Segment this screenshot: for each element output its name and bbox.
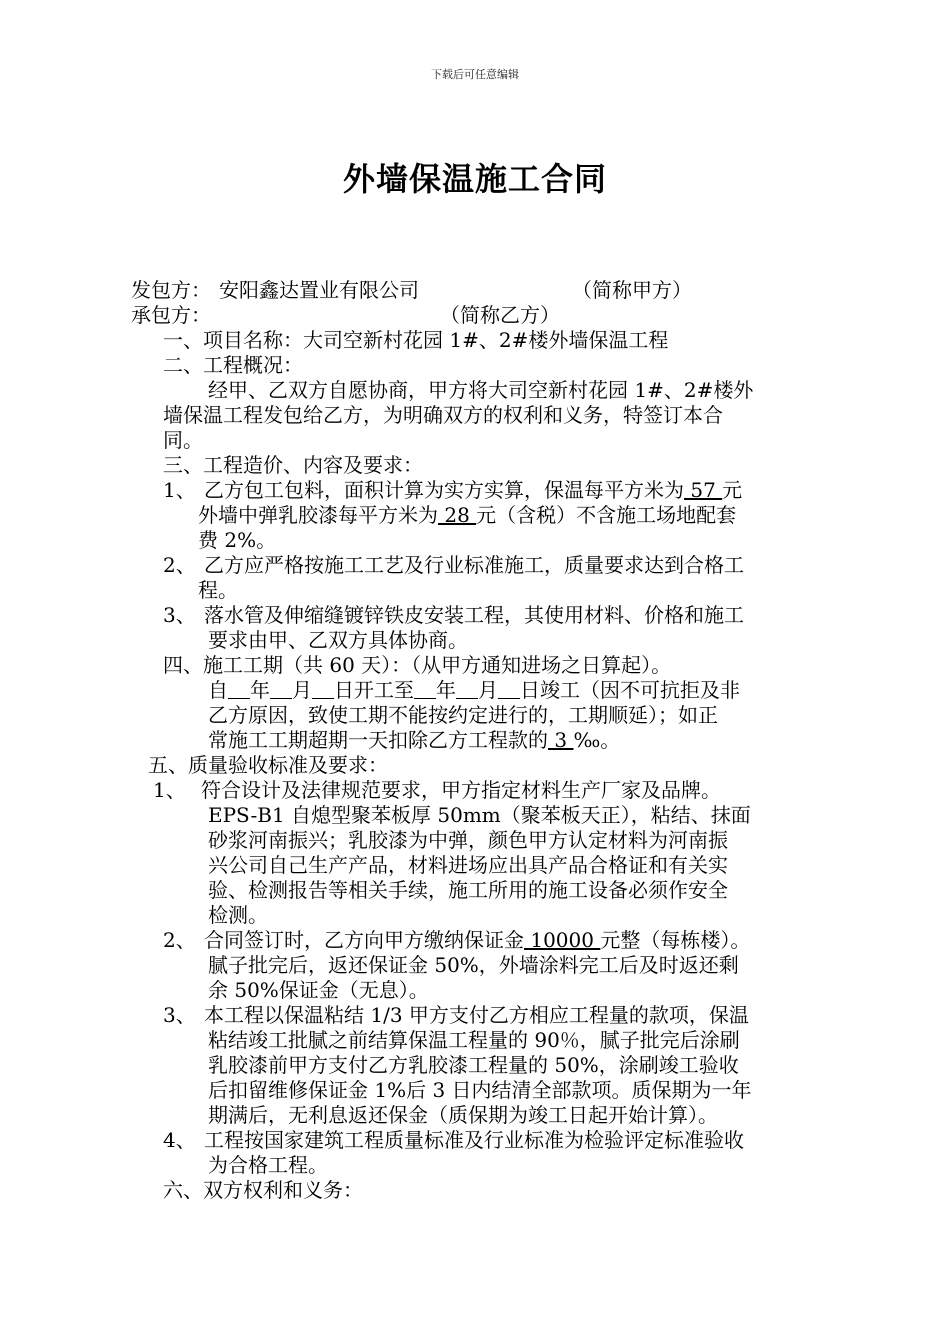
s3-item-2-line-2: 程。: [198, 578, 238, 602]
party-a-label: 发包方：: [131, 278, 211, 302]
s5-item-2-text-a: 合同签订时，乙方向甲方缴纳保证金: [204, 928, 524, 952]
s5-item-4-line-2: 为合格工程。: [208, 1153, 328, 1177]
s5-item-1-line-6: 检测。: [208, 903, 268, 927]
document-title: 外墙保温施工合同: [342, 160, 607, 198]
section-2-line-3: 同。: [163, 428, 203, 452]
s5-item-3-line-3: 乳胶漆前甲方支付乙方乳胶漆工程量的 50%，涂刷竣工验收: [208, 1053, 739, 1077]
end-month-blank: [456, 680, 478, 699]
s4-penalty-text: 常施工工期超期一天扣除乙方工程款的: [208, 728, 548, 752]
s5-item-3-number: 3、: [163, 1003, 196, 1027]
start-month-blank: [270, 680, 292, 699]
s5-item-2-line-2: 腻子批完后，返还保证金 50%，外墙涂料完工后及时返还剩: [208, 953, 739, 977]
section-2-heading: 二、工程概况：: [163, 353, 303, 377]
s3-item-2-line-1: 乙方应严格按施工工艺及行业标准施工，质量要求达到合格工: [204, 553, 744, 577]
s3-item-1-line-1: [204, 478, 742, 502]
s4-text-year: 年: [250, 678, 270, 702]
section-6-heading: 六、双方权利和义务：: [163, 1178, 363, 1202]
party-b-label: 承包方：: [131, 303, 211, 327]
section-5-heading: 五、质量验收标准及要求：: [148, 753, 388, 777]
s4-text-from: 自: [208, 678, 228, 702]
party-a-name: 安阳鑫达置业有限公司: [219, 278, 419, 302]
s5-item-2-number: 2、: [163, 928, 196, 952]
s3-item-3-line-1: 落水管及伸缩缝镀锌铁皮安装工程，其使用材料、价格和施工: [204, 603, 744, 627]
s5-item-1-line-3: 砂浆河南振兴；乳胶漆为中弹，颜色甲方认定材料为河南振: [208, 828, 728, 852]
start-year-blank: [228, 680, 250, 699]
s4-text-year-2: 年: [436, 678, 456, 702]
section-3-heading: 三、工程造价、内容及要求：: [163, 453, 423, 477]
penalty-rate: 3: [548, 728, 574, 752]
s3-item-1-line-2: [198, 503, 736, 527]
start-day-blank: [312, 680, 334, 699]
price-per-sqm-insulation: 57: [684, 478, 723, 502]
section-2-line-2: 墙保温工程发包给乙方，为明确双方的权利和义务，特签订本合: [163, 403, 723, 427]
s5-item-3-line-4: 后扣留维修保证金 1%后 3 日内结清全部款项。质保期为一年: [208, 1078, 752, 1102]
s3-item-1-text-d: 元（含税）不含施工场地配套: [476, 503, 737, 527]
s5-item-2-line-3: 余 50%保证金（无息）。: [208, 978, 429, 1002]
s3-item-1-line-3: 费 2%。: [198, 528, 277, 552]
s5-item-1-line-1: 符合设计及法律规范要求，甲方指定材料生产厂家及品牌。: [201, 778, 721, 802]
s3-item-3-number: 3、: [163, 603, 196, 627]
s4-permille: ‰。: [573, 728, 621, 752]
section-4-line-3: [208, 728, 620, 752]
s5-item-1-line-2: EPS-B1 自熄型聚苯板厚 50mm（聚苯板天正），粘结、抹面: [208, 803, 751, 827]
s5-item-1-number: 1、: [153, 778, 186, 802]
section-2-line-1: 经甲、乙双方自愿协商，甲方将大司空新村花园 1#、2#楼外: [208, 378, 754, 402]
party-b-abbr: （简称乙方）: [440, 303, 560, 327]
s3-item-2-number: 2、: [163, 553, 196, 577]
s4-text-month-2: 月: [478, 678, 498, 702]
s5-item-3-line-5: 期满后，无利息返还保金（质保期为竣工日起开始计算）。: [208, 1103, 718, 1127]
s5-item-4-line-1: 工程按国家建筑工程质量标准及行业标准为检验评定标准验收: [204, 1128, 744, 1152]
price-per-sqm-paint: 28: [438, 503, 477, 527]
s5-item-1-line-4: 兴公司自己生产产品，材料进场应出具产品合格证和有关实: [208, 853, 728, 877]
s4-text-start-to: 日开工至: [334, 678, 414, 702]
s3-item-1-text-a: 乙方包工包料，面积计算为实方实算，保温每平方米为: [204, 478, 684, 502]
header-note: 下载后可任意编辑: [431, 68, 519, 81]
section-4-line-1: [208, 678, 740, 702]
s4-text-month: 月: [292, 678, 312, 702]
s3-item-3-line-2: 要求由甲、乙双方具体协商。: [208, 628, 468, 652]
end-year-blank: [414, 680, 436, 699]
section-4-heading: 四、施工工期（共 60 天）：（从甲方通知进场之日算起）。: [163, 653, 672, 677]
s5-item-3-line-2: 粘结竣工批腻之前结算保温工程量的 90％，腻子批完后涂刷: [208, 1028, 740, 1052]
s4-text-completion: 日竣工（因不可抗拒及非: [520, 678, 740, 702]
s5-item-3-line-1: 本工程以保温粘结 1/3 甲方支付乙方相应工程量的款项，保温: [204, 1003, 749, 1027]
s5-item-2-line-1: [204, 928, 750, 952]
s5-item-2-text-b: 元整（每栋楼）。: [600, 928, 751, 952]
s5-item-4-number: 4、: [163, 1128, 196, 1152]
s3-item-1-text-b: 元: [722, 478, 743, 502]
end-day-blank: [498, 680, 520, 699]
s3-item-1-number: 1、: [163, 478, 196, 502]
section-4-line-2: 乙方原因，致使工期不能按约定进行的，工期顺延）；如正: [208, 703, 718, 727]
s3-item-1-text-c: 外墙中弹乳胶漆每平方米为: [198, 503, 438, 527]
party-a-abbr: （简称甲方）: [572, 278, 692, 302]
section-1-project-name: 一、项目名称：大司空新村花园 1#、2#楼外墙保温工程: [163, 328, 669, 352]
deposit-amount: 10000: [524, 928, 601, 952]
s5-item-1-line-5: 验、检测报告等相关手续，施工所用的施工设备必须作安全: [208, 878, 728, 902]
